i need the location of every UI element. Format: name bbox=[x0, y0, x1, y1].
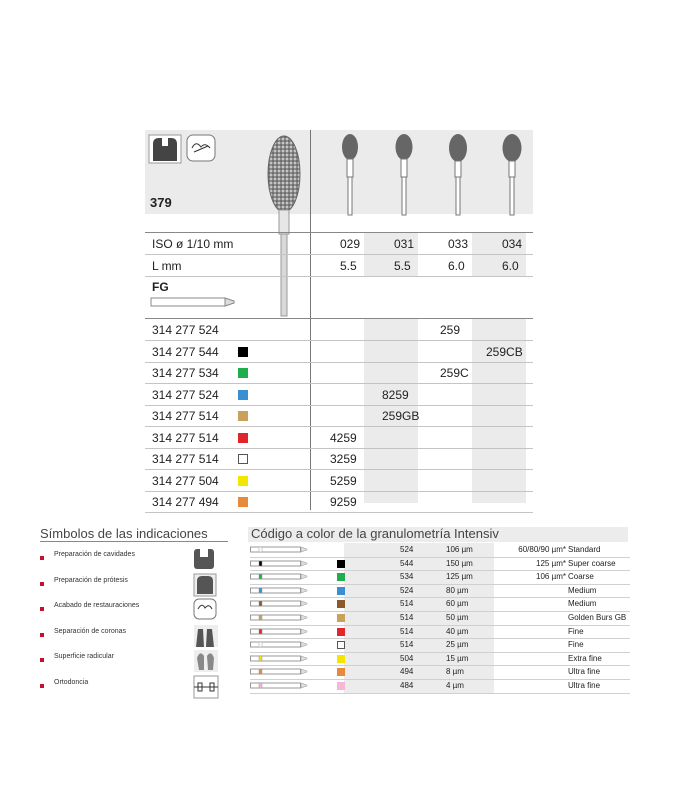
bur-illustration bbox=[262, 134, 306, 318]
grit-code: 514 bbox=[400, 599, 414, 609]
grit-row bbox=[250, 585, 630, 598]
grit-code: 544 bbox=[400, 558, 414, 568]
bullet-icon bbox=[40, 684, 44, 688]
grit-code: 494 bbox=[400, 667, 414, 677]
root-surface-icon bbox=[192, 648, 220, 674]
grit-name: Fine bbox=[568, 626, 584, 636]
order-number: 259GB bbox=[382, 409, 420, 423]
row-divider bbox=[145, 491, 533, 492]
grit-name: Ultra fine bbox=[568, 681, 601, 690]
order-number: 259 bbox=[440, 323, 461, 337]
grit-row bbox=[250, 598, 630, 611]
indication-label: Superficie radicular bbox=[54, 653, 114, 660]
row-divider bbox=[250, 693, 630, 694]
grit-color-swatch bbox=[238, 390, 248, 400]
grit-color-swatch bbox=[337, 655, 345, 663]
length-031: 5.5 bbox=[394, 259, 411, 273]
bur-icon bbox=[250, 546, 308, 554]
grit-code: 514 bbox=[400, 626, 414, 636]
indication-item bbox=[40, 572, 240, 598]
order-number: 3259 bbox=[330, 452, 357, 466]
grit-title: Código a color de la granulometría Intensiv bbox=[251, 526, 499, 541]
order-code: 314 277 514 bbox=[152, 452, 219, 466]
grit-name: Golden Burs GB bbox=[568, 613, 627, 622]
order-code: 314 277 524 bbox=[152, 387, 219, 402]
grit-size: 50 µm bbox=[446, 613, 469, 622]
grit-color-swatch bbox=[337, 573, 345, 581]
order-code: 314 277 514 bbox=[152, 409, 219, 423]
grit-row bbox=[250, 653, 630, 666]
grit-alt: 60/80/90 µm* bbox=[518, 545, 566, 554]
grit-code: 524 bbox=[400, 545, 414, 554]
bullet-icon bbox=[40, 633, 44, 637]
crown-prep-icon bbox=[148, 134, 182, 164]
grit-color-swatch bbox=[238, 454, 248, 464]
grit-code: 504 bbox=[400, 653, 414, 663]
grit-color-swatch bbox=[337, 668, 345, 676]
grit-color-swatch bbox=[238, 411, 248, 421]
order-number: 9259 bbox=[330, 495, 357, 509]
row-divider bbox=[145, 426, 533, 427]
finishing-icon bbox=[192, 597, 220, 623]
finishing-icon bbox=[186, 134, 216, 162]
indication-label: Preparación de cavidades bbox=[54, 551, 135, 558]
shank-icon bbox=[150, 296, 236, 308]
grit-row bbox=[250, 544, 630, 557]
grit-size: 25 µm bbox=[446, 640, 469, 650]
crown-separation-icon bbox=[192, 623, 220, 649]
grit-size: 40 µm bbox=[446, 626, 469, 636]
bur-icon bbox=[250, 573, 308, 581]
bur-size-033-icon bbox=[446, 132, 470, 216]
grit-size: 8 µm bbox=[446, 667, 464, 677]
row-divider bbox=[145, 469, 533, 470]
cavity-icon bbox=[192, 546, 220, 572]
grit-row bbox=[250, 680, 630, 693]
bur-size-034-icon bbox=[500, 132, 524, 216]
order-code: 314 277 494 bbox=[152, 495, 219, 509]
order-code: 314 277 504 bbox=[152, 473, 219, 488]
length-034: 6.0 bbox=[502, 259, 519, 273]
length-label: L mm bbox=[152, 259, 182, 273]
grit-row bbox=[250, 666, 630, 679]
order-code: 314 277 514 bbox=[152, 430, 219, 445]
grit-size: 4 µm bbox=[446, 681, 464, 690]
grit-size: 125 µm bbox=[446, 572, 473, 582]
grit-color-swatch bbox=[337, 614, 345, 622]
size-029: 029 bbox=[340, 237, 361, 251]
bullet-icon bbox=[40, 556, 44, 560]
grit-name: Extra fine bbox=[568, 653, 602, 663]
length-029: 5.5 bbox=[340, 259, 357, 273]
indication-item bbox=[40, 674, 240, 700]
bur-icon bbox=[250, 668, 308, 676]
grit-size: 150 µm bbox=[446, 558, 473, 568]
indication-label: Separación de coronas bbox=[54, 627, 126, 635]
grit-size: 60 µm bbox=[446, 599, 469, 609]
order-code: 314 277 544 bbox=[152, 344, 219, 359]
grit-size: 106 µm bbox=[446, 545, 473, 554]
row-divider bbox=[145, 512, 533, 513]
grit-color-swatch bbox=[238, 433, 248, 443]
grit-color-swatch bbox=[337, 587, 345, 595]
row-divider bbox=[145, 405, 533, 406]
indication-label: Ortodoncia bbox=[54, 678, 89, 686]
bur-icon bbox=[250, 628, 308, 636]
grit-row bbox=[250, 639, 630, 652]
grit-color-swatch bbox=[238, 497, 248, 507]
orthodontics-icon bbox=[192, 674, 220, 700]
order-code: 314 277 534 bbox=[152, 366, 219, 380]
crown-prep-icon bbox=[192, 572, 220, 598]
bullet-icon bbox=[40, 607, 44, 611]
bur-icon bbox=[250, 587, 308, 595]
row-divider bbox=[145, 383, 533, 384]
order-code: 314 277 524 bbox=[152, 323, 219, 337]
size-031: 031 bbox=[394, 237, 415, 251]
indications-title: Símbolos de las indicaciones bbox=[40, 526, 208, 541]
order-number: 259C bbox=[440, 366, 469, 380]
grit-name: Coarse bbox=[568, 572, 594, 582]
grit-color-swatch bbox=[337, 628, 345, 636]
bur-icon bbox=[250, 614, 308, 622]
grit-color-swatch bbox=[337, 682, 345, 690]
size-033: 033 bbox=[448, 237, 469, 251]
bur-size-029-icon bbox=[338, 132, 362, 216]
indication-item bbox=[40, 623, 240, 649]
order-number: 4259 bbox=[330, 430, 357, 445]
length-033: 6.0 bbox=[448, 259, 465, 273]
order-number: 259CB bbox=[486, 344, 523, 359]
row-divider bbox=[145, 448, 533, 449]
grit-code: 484 bbox=[400, 681, 414, 690]
iso-label: ISO ø 1/10 mm bbox=[152, 237, 234, 251]
grit-color-swatch bbox=[238, 347, 248, 357]
grit-alt: 106 µm* bbox=[536, 572, 566, 582]
grit-name: Super coarse bbox=[568, 558, 616, 568]
grit-size: 80 µm bbox=[446, 585, 469, 595]
bur-icon bbox=[250, 641, 308, 649]
bur-size-031-icon bbox=[392, 132, 416, 216]
grit-code: 524 bbox=[400, 585, 414, 595]
grit-name: Medium bbox=[568, 599, 597, 609]
grit-row bbox=[250, 626, 630, 639]
order-number: 5259 bbox=[330, 473, 357, 488]
grit-color-swatch bbox=[337, 560, 345, 568]
grit-code: 534 bbox=[400, 572, 414, 582]
grit-name: Medium bbox=[568, 585, 597, 595]
grit-name: Ultra fine bbox=[568, 667, 601, 677]
grit-name: Fine bbox=[568, 640, 584, 650]
grit-color-swatch bbox=[337, 641, 345, 649]
bur-icon bbox=[250, 682, 308, 690]
grit-color-swatch bbox=[238, 476, 248, 486]
grit-row bbox=[250, 571, 630, 584]
column-divider bbox=[310, 130, 311, 510]
grit-row bbox=[250, 612, 630, 625]
indication-label: Preparación de prótesis bbox=[54, 576, 128, 584]
grit-code: 514 bbox=[400, 640, 414, 650]
grit-color-swatch bbox=[337, 600, 345, 608]
row-divider bbox=[145, 340, 533, 341]
grit-name: Standard bbox=[568, 545, 601, 554]
bur-icon bbox=[250, 655, 308, 663]
order-number: 8259 bbox=[382, 387, 409, 402]
grit-color-swatch bbox=[238, 368, 248, 378]
bullet-icon bbox=[40, 582, 44, 586]
shank-type: FG bbox=[152, 280, 169, 294]
indication-item bbox=[40, 546, 240, 572]
model-number: 379 bbox=[150, 195, 172, 210]
bullet-icon bbox=[40, 658, 44, 662]
grit-row bbox=[250, 558, 630, 571]
indication-item bbox=[40, 648, 240, 674]
size-034: 034 bbox=[502, 237, 523, 251]
grit-alt: 125 µm* bbox=[536, 558, 566, 568]
row-divider bbox=[145, 362, 533, 363]
grit-size: 15 µm bbox=[446, 653, 469, 663]
bur-icon bbox=[250, 600, 308, 608]
grit-code: 514 bbox=[400, 613, 414, 622]
bur-icon bbox=[250, 560, 308, 568]
indication-item bbox=[40, 597, 240, 623]
indication-label: Acabado de restauraciones bbox=[54, 602, 140, 609]
